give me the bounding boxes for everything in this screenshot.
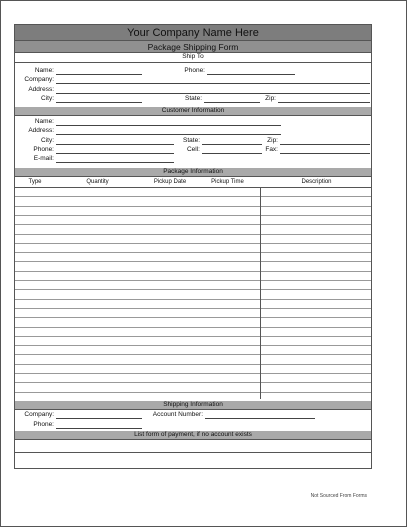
table-row[interactable] bbox=[15, 215, 371, 216]
shipping-phone-field[interactable] bbox=[56, 428, 142, 429]
shipping-form bbox=[14, 24, 372, 469]
description-divider bbox=[260, 187, 261, 399]
ship-company-label: Company: bbox=[24, 76, 54, 83]
form-title: Package Shipping Form bbox=[147, 42, 239, 52]
table-row[interactable] bbox=[15, 234, 371, 235]
customer-info-header bbox=[15, 107, 371, 116]
table-row[interactable] bbox=[15, 392, 371, 393]
ship-address-label: Address: bbox=[28, 86, 54, 93]
cust-state-field[interactable] bbox=[202, 144, 262, 145]
table-row[interactable] bbox=[15, 280, 371, 281]
ship-zip-field[interactable] bbox=[278, 102, 370, 103]
col-description: Description bbox=[301, 179, 332, 185]
payment-title: List form of payment, if no account exists bbox=[134, 431, 252, 438]
ship-city-field[interactable] bbox=[56, 102, 142, 103]
payment-header bbox=[15, 431, 371, 440]
table-row[interactable] bbox=[15, 252, 371, 253]
table-row[interactable] bbox=[15, 364, 371, 365]
package-info-header bbox=[15, 168, 371, 177]
table-row[interactable] bbox=[15, 243, 371, 244]
payment-line bbox=[15, 452, 371, 453]
cust-city-label: City: bbox=[41, 137, 54, 144]
cust-state-label: State: bbox=[183, 137, 200, 144]
ship-name-label: Name: bbox=[34, 67, 54, 74]
table-row[interactable] bbox=[15, 373, 371, 374]
table-row[interactable] bbox=[15, 224, 371, 225]
shipping-info-header bbox=[15, 401, 371, 410]
ship-name-field[interactable] bbox=[56, 74, 142, 75]
ship-state-label: State: bbox=[185, 95, 202, 102]
table-row[interactable] bbox=[15, 271, 371, 272]
company-name-bar bbox=[15, 25, 371, 41]
shipping-info-title: Shipping Information bbox=[163, 401, 223, 408]
cust-email-field[interactable] bbox=[56, 162, 174, 163]
account-number-field[interactable] bbox=[205, 418, 315, 419]
table-row[interactable] bbox=[15, 289, 371, 290]
ship-city-label: City: bbox=[41, 95, 54, 102]
shipping-company-label: Company: bbox=[24, 411, 54, 418]
table-row[interactable] bbox=[15, 299, 371, 300]
col-pickup-time: Pickup Time bbox=[211, 179, 244, 185]
customer-info-title: Customer Information bbox=[161, 107, 225, 114]
cust-cell-label: Cell: bbox=[186, 146, 200, 153]
cust-fax-field[interactable] bbox=[280, 153, 370, 154]
cust-cell-field[interactable] bbox=[202, 153, 262, 154]
cust-name-label: Name: bbox=[34, 118, 54, 125]
cust-name-field[interactable] bbox=[56, 125, 281, 126]
table-row[interactable] bbox=[15, 308, 371, 309]
ship-phone-field[interactable] bbox=[207, 74, 295, 75]
ship-company-field[interactable] bbox=[56, 83, 370, 84]
col-quantity: Quantity bbox=[86, 179, 109, 185]
table-row[interactable] bbox=[15, 336, 371, 337]
cust-email-label: E-mail: bbox=[33, 155, 54, 162]
ship-to-header bbox=[15, 53, 371, 62]
package-info-title: Package Information bbox=[163, 168, 223, 175]
company-name: Your Company Name Here bbox=[127, 27, 259, 39]
table-row[interactable] bbox=[15, 206, 371, 207]
cust-address-field[interactable] bbox=[56, 134, 281, 135]
cust-fax-label: Fax: bbox=[265, 146, 278, 153]
cust-zip-label: Zip: bbox=[267, 137, 278, 144]
footer-text: Not Sourced From Forms bbox=[310, 493, 367, 499]
cust-zip-field[interactable] bbox=[280, 144, 370, 145]
table-row[interactable] bbox=[15, 354, 371, 355]
form-title-bar bbox=[15, 41, 371, 53]
col-pickup-date: Pickup Date bbox=[153, 179, 187, 185]
ship-phone-label: Phone: bbox=[184, 67, 205, 74]
shipping-phone-label: Phone: bbox=[33, 421, 54, 428]
ship-state-field[interactable] bbox=[204, 102, 260, 103]
cust-phone-field[interactable] bbox=[56, 153, 174, 154]
cust-city-field[interactable] bbox=[56, 144, 174, 145]
table-row[interactable] bbox=[15, 345, 371, 346]
ship-to-title: Ship To bbox=[182, 53, 204, 60]
table-row[interactable] bbox=[15, 196, 371, 197]
col-type: Type bbox=[28, 179, 42, 185]
table-row[interactable] bbox=[15, 261, 371, 262]
table-row[interactable] bbox=[15, 327, 371, 328]
table-row[interactable] bbox=[15, 382, 371, 383]
account-number-label: Account Number: bbox=[152, 411, 203, 418]
ship-zip-label: Zip: bbox=[265, 95, 276, 102]
cust-phone-label: Phone: bbox=[33, 146, 54, 153]
shipping-company-field[interactable] bbox=[56, 418, 142, 419]
table-row[interactable] bbox=[15, 317, 371, 318]
ship-address-field[interactable] bbox=[56, 93, 370, 94]
cust-address-label: Address: bbox=[28, 127, 54, 134]
